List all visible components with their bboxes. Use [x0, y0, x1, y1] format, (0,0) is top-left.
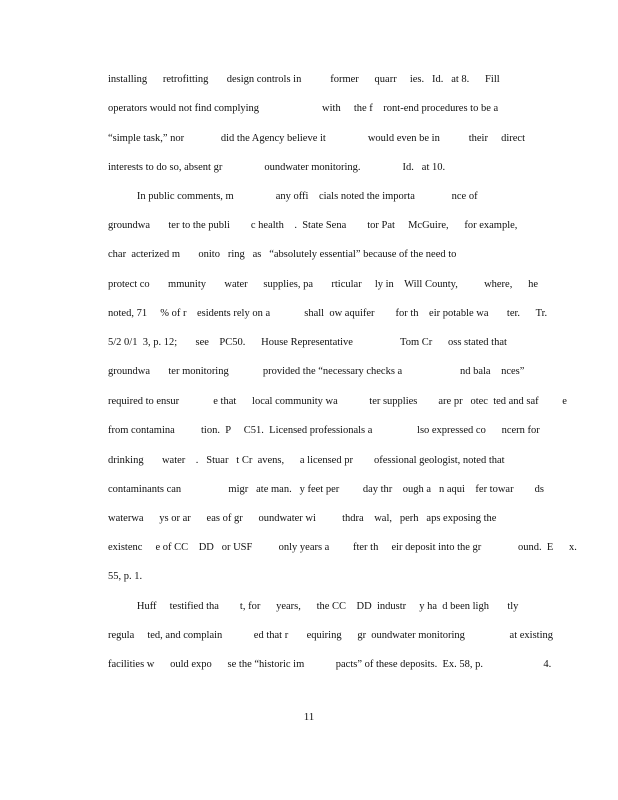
body-line-21: facilities w ould expo se the “historic im pacts” of these deposits. Ex. 58, p. 4. [108, 659, 552, 670]
body-line-20: regula ted, and complain ed that r equiring gr oundwater monitoring at existing [108, 630, 553, 641]
body-line-7: char acterized m onito ring as “absolutely essential” because of the need to [108, 249, 457, 260]
body-line-8: protect co mmunity water supplies, pa rticular ly in Will County, where, he [108, 279, 539, 290]
body-line-19: Huff testified tha t, for years, the CC DD industr y ha d been ligh tly [108, 601, 519, 612]
body-line-10: 5/2 0/1 3, p. 12; see PC50. House Representative Tom Cr oss stated that [108, 337, 507, 348]
body-line-15: contaminants can migr ate man. y feet per day thr ough a n aqui fer towar ds [108, 484, 544, 495]
page-number: 11 [303, 711, 315, 723]
body-line-5: In public comments, m any offi cials noted the importa nce of [108, 191, 478, 202]
body-line-16: waterwa ys or ar eas of gr oundwater wi thdra wal, perh aps exposing the [108, 513, 497, 524]
body-line-12: required to ensur e that local community wa ter supplies are pr otec ted and saf e [108, 396, 567, 407]
body-line-13: from contamina tion. P C51. Licensed professionals a lso expressed co ncern for [108, 425, 540, 436]
body-line-3: “simple task,” nor did the Agency believe it would even be in their direct [108, 133, 525, 144]
body-line-14: drinking water . Stuar t Cr avens, a licensed pr ofessional geologist, noted that [108, 455, 505, 466]
body-line-11: groundwa ter monitoring provided the “necessary checks a nd bala nces” [108, 366, 525, 377]
body-line-2: operators would not find complying with the f ront-end procedures to be a [108, 103, 499, 114]
body-line-9: noted, 71 % of r esidents rely on a shall ow aquifer for th eir potable wa ter. Tr. [108, 308, 548, 319]
body-line-17: existenc e of CC DD or USF only years a fter th eir deposit into the gr ound. E x. [108, 542, 577, 553]
body-line-18: 55, p. 1. [108, 571, 143, 582]
body-line-1: installing retrofitting design controls in former quarr ies. Id. at 8. Fill [108, 74, 500, 85]
body-line-6: groundwa ter to the publi c health . State Sena tor Pat McGuire, for example, [108, 220, 518, 231]
body-line-4: interests to do so, absent gr oundwater monitoring. Id. at 10. [108, 162, 446, 173]
